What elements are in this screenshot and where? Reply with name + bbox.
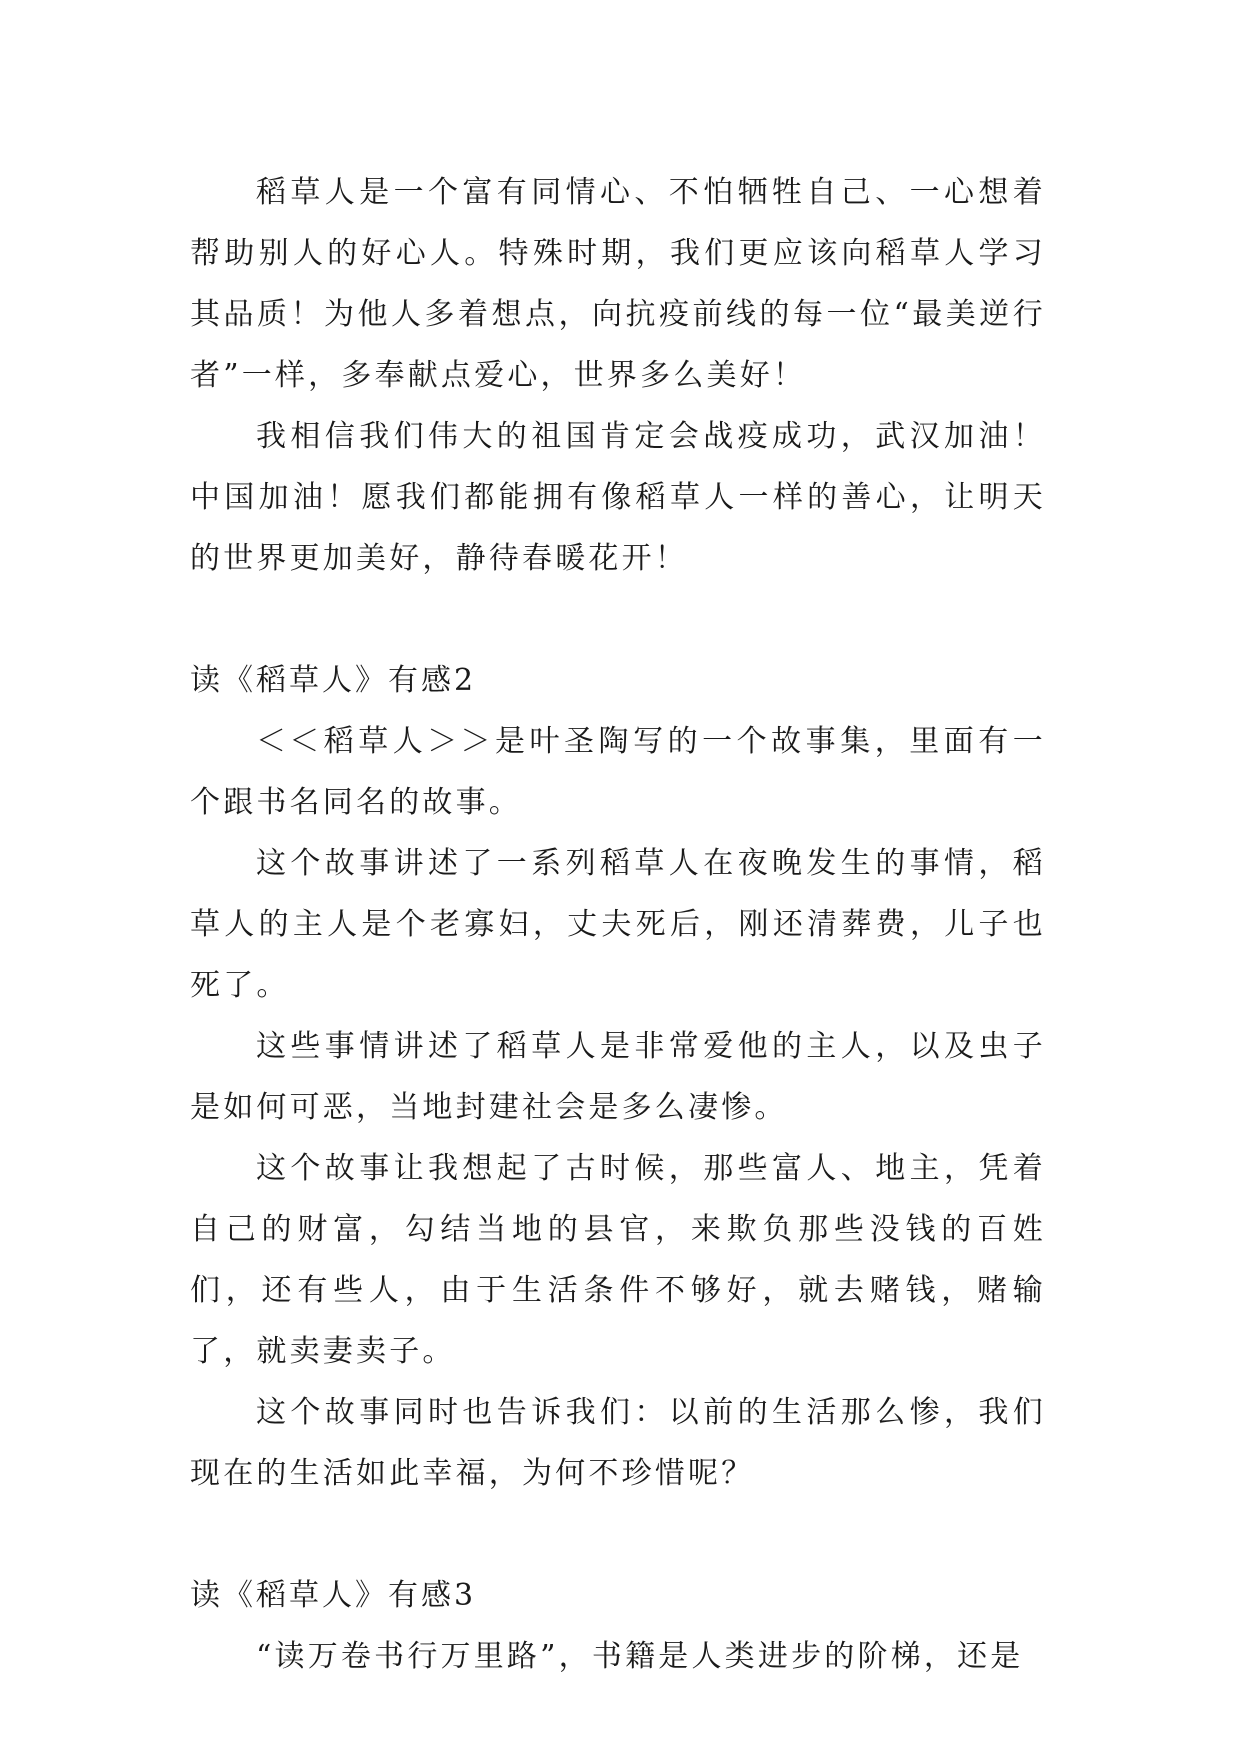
paragraph: 我相信我们伟大的祖国肯定会战疫成功，武汉加油！中国加油！愿我们都能拥有像稻草人一样的善心，让明天的世界更加美好，静待春暖花开！ (190, 419, 1046, 576)
paragraph: 这个故事让我想起了古时候，那些富人、地主，凭着自己的财富，勾结当地的县官，来欺负那些没钱的百姓们，还有些人，由于生活条件不够好，就去赌钱，赌输了，就卖妻卖子。 (190, 1151, 1046, 1369)
paragraph: 这个故事讲述了一系列稻草人在夜晚发生的事情，稻草人的主人是个老寡妇，丈夫死后，刚还清葬费，儿子也死了。 (190, 846, 1046, 1003)
document-body (190, 162, 1046, 1687)
section-heading: 读《稻草人》有感2 (190, 663, 477, 698)
paragraph: 这个故事同时也告诉我们：以前的生活那么惨，我们现在的生活如此幸福，为何不珍惜呢？ (190, 1395, 1046, 1491)
section-spacer (190, 1504, 1046, 1565)
section-heading: 读《稻草人》有感3 (190, 1578, 477, 1613)
paragraph: 稻草人是一个富有同情心、不怕牺牲自己、一心想着帮助别人的好心人。特殊时期，我们更应该向稻草人学习其品质！为他人多着想点，向抗疫前线的每一位“最美逆行者”一样，多奉献点爱心，世界多么美好！ (190, 175, 1046, 393)
paragraph: “读万卷书行万里路”，书籍是人类进步的阶梯，还是 (256, 1639, 1024, 1674)
paragraph: ＜＜稻草人＞＞是叶圣陶写的一个故事集，里面有一个跟书名同名的故事。 (190, 724, 1046, 820)
paragraph: 这些事情讲述了稻草人是非常爱他的主人，以及虫子是如何可恶，当地封建社会是多么凄惨。 (190, 1029, 1046, 1125)
section-spacer (190, 589, 1046, 650)
